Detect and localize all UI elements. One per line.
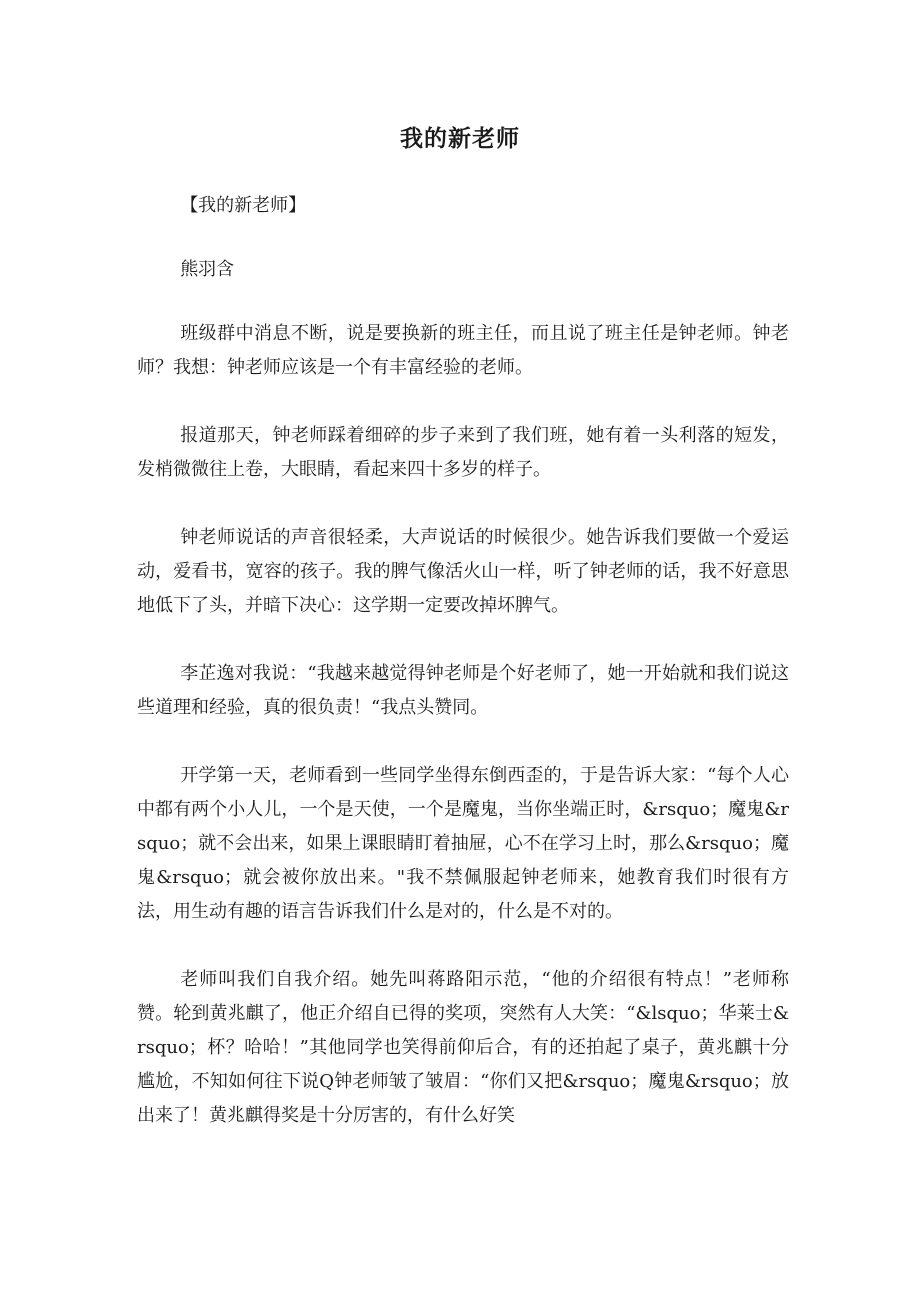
paragraph-4: 李芷逸对我说：“我越来越觉得钟老师是个好老师了，她一开始就和我们说这些道理和经验，真的很负责！“我点头赞同。 xyxy=(137,663,789,718)
paragraph-6: 老师叫我们自我介绍。她先叫蒋路阳示范，“他的介绍很有特点！”老师称赞。轮到黄兆麒了，他正介绍自已得的奖项，突然有人大笑：“&lsquo；华莱士&rsquo；杯？哈哈！”其他同学也笑得前仰后合，有的还拍起了桌子，黄兆麒十分尴尬，不知如何往下说Q钟老师皱了皱眉：“你们又把&rsquo；魔鬼&rsquo；放出来了！黄兆麒得奖是十分厉害的，有什么好笑 xyxy=(137,969,789,1126)
paragraph-5: 开学第一天，老师看到一些同学坐得东倒西歪的，于是告诉大家：“每个人心中都有两个小人儿，一个是天使，一个是魔鬼，当你坐端正时，&rsquo；魔鬼&rsquo；就不会出来，如果上课眼睛盯着抽屉，心不在学习上时，那么&rsquo；魔鬼&rsquo；就会被你放出来。"我不禁佩服起钟老师来，她教育我们时很有方法，用生动有趣的语言告诉我们什么是对的，什么是不对的。 xyxy=(137,765,789,922)
paragraph-1: 班级群中消息不断，说是要换新的班主任，而且说了班主任是钟老师。钟老师？我想：钟老师应该是一个有丰富经验的老师。 xyxy=(137,323,789,378)
document-body xyxy=(137,189,789,1133)
paragraph-3: 钟老师说话的声音很轻柔，大声说话的时候很少。她告诉我们要做一个爱运动，爱看书，宽容的孩子。我的脾气像活火山一样，听了钟老师的话，我不好意思地低下了头，并暗下决心：这学期一定要改掉坏脾气。 xyxy=(137,527,789,616)
paragraph-2: 报道那天，钟老师踩着细碎的步子来到了我们班，她有着一头利落的短发，发梢微微往上卷，大眼睛，看起来四十多岁的样子。 xyxy=(137,425,789,480)
document-subheading: 【我的新老师】 xyxy=(180,195,307,216)
document-title: 我的新老师 xyxy=(400,126,520,152)
document-author: 熊羽含 xyxy=(180,259,235,280)
